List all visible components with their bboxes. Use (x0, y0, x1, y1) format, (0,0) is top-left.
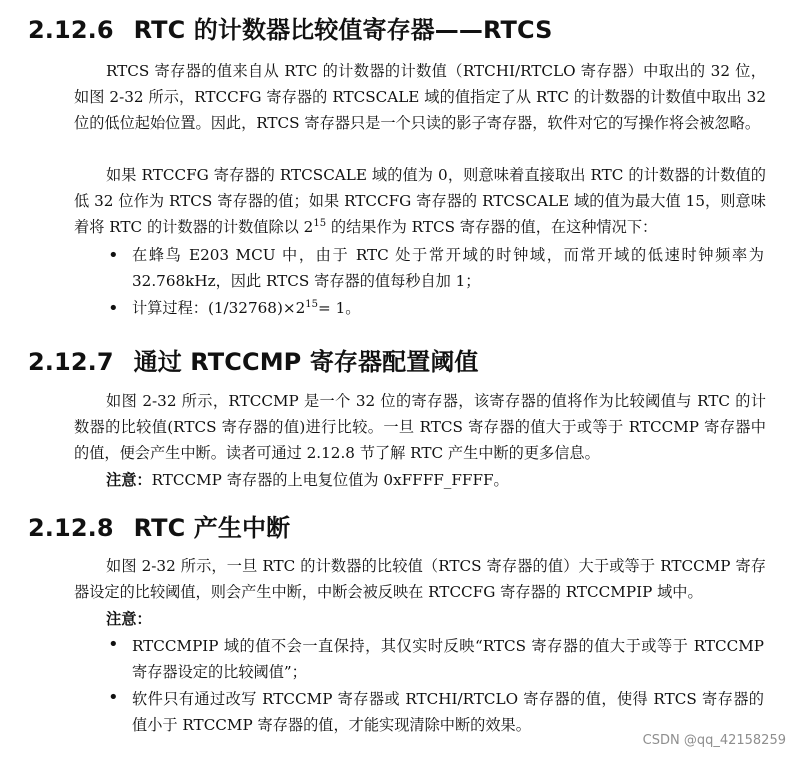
bullet-icon: • (108, 245, 119, 266)
list-item-text: = 1。 (318, 299, 361, 317)
note-label: 注意： (106, 471, 152, 489)
section-heading-2-12-6 (28, 18, 553, 42)
section-title: RTC 的计数器比较值寄存器——RTCS (133, 16, 553, 44)
bullet-icon: • (108, 634, 119, 655)
bullet-icon: • (108, 298, 119, 319)
superscript: 15 (305, 298, 319, 310)
section-number: 2.12.6 (28, 16, 114, 44)
paragraph: 如图 2-32 所示，RTCCMP 是一个 32 位的寄存器，该寄存器的值将作为比较阈值与 RTC 的计数器的比较值(RTCS 寄存器的值)进行比较。一旦 RTCS 寄存器的值大于或等于 RTCCMP 寄存器中的值，便会产生中断。读者可通过 2.12.8 节了解 RTC 产生中断的更多信息。 (74, 392, 766, 462)
list-item: 在蜂鸟 E203 MCU 中，由于 RTC 处于常开域的时钟域，而常开域的低速时钟频率为 32.768kHz，因此 RTCS 寄存器的值每秒自加 1； (132, 246, 764, 290)
section-heading-2-12-7 (28, 350, 479, 374)
list-item: RTCCMPIP 域的值不会一直保持，其仅实时反映“RTCS 寄存器的值大于或等于 RTCCMP 寄存器设定的比较阈值”； (132, 637, 764, 681)
superscript: 15 (313, 217, 327, 229)
paragraph: 如图 2-32 所示，一旦 RTC 的计数器的比较值（RTCS 寄存器的值）大于或等于 RTCCMP 寄存器设定的比较阈值，则会产生中断，中断会被反映在 RTCCFG 寄存器的 RTCCMPIP 域中。 (74, 557, 766, 601)
section-number: 2.12.7 (28, 348, 114, 376)
paragraph-text: 如果 RTCCFG 寄存器的 RTCSCALE 域的值为 0，则意味着直接取出 RTC 的计数器的计数值的低 32 位作为 RTCS 寄存器的值；如果 RTCCFG 寄存器的 RTCSCALE 域的值为最大值 15，则意味着将 RTC 的计数器的计数值除以 2 (74, 166, 766, 236)
section-heading-2-12-8 (28, 516, 290, 540)
list-item-text: 计算过程：(1/32768)×2 (132, 299, 306, 317)
note-text: RTCCMP 寄存器的上电复位值为 0xFFFF_FFFF。 (151, 471, 509, 489)
bullet-icon: • (108, 687, 119, 708)
paragraph (74, 162, 766, 240)
list-item (132, 295, 764, 321)
section-title: RTC 产生中断 (133, 514, 291, 542)
paragraph-text: 的结果作为 RTCS 寄存器的值，在这种情况下： (326, 218, 658, 236)
watermark: CSDN @qq_42158259 (642, 733, 786, 748)
note-paragraph (74, 606, 766, 632)
note-paragraph (74, 467, 766, 493)
note-label: 注意： (106, 610, 152, 628)
list-item: 软件只有通过改写 RTCCMP 寄存器或 RTCHI/RTCLO 寄存器的值，使得 RTCS 寄存器的值小于 RTCCMP 寄存器的值，才能实现清除中断的效果。 (132, 690, 764, 734)
section-title: 通过 RTCCMP 寄存器配置阈值 (133, 348, 479, 376)
paragraph: RTCS 寄存器的值来自从 RTC 的计数器的计数值（RTCHI/RTCLO 寄存器）中取出的 32 位，如图 2-32 所示，RTCCFG 寄存器的 RTCSCALE 域的值指定了从 RTC 的计数器的计数值中取出 32 位的低位起始位置。因此，RTCS 寄存器只是一个只读的影子寄存器，软件对它的写操作将会被忽略。 (74, 62, 766, 132)
section-number: 2.12.8 (28, 514, 114, 542)
